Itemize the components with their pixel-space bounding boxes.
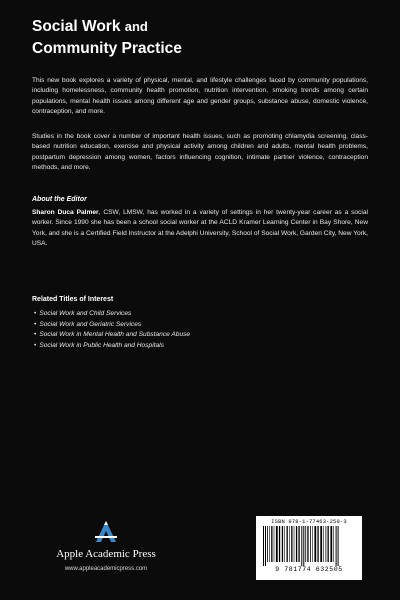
barcode-bar	[323, 526, 324, 562]
editor-bio-text: , CSW, LMSW, has worked in a variety of settings in her twenty-year career as a social worker. Since 1990 she has been a school social worker at the ACLD Kramer Learning Center in Bay Shore, New York, and she is a Certified Field Instructor at the Adelphi University, School of Social Work, Garden City, New York, USA.	[32, 209, 368, 247]
related-title-item: • Social Work in Mental Health and Substance Abuse	[34, 330, 190, 341]
barcode-bar	[289, 526, 290, 562]
description-paragraph-1: This new book explores a variety of physical, mental, and lifestyle challenges faced by community populations, including homelessness, community health promotion, nutrition intervention, smoking trends among certain populations, mental health issues among different age and gender groups, substance abuse, domestic violence, contraception, and more.	[32, 77, 368, 115]
barcode-bars-icon	[261, 526, 357, 566]
barcode-bar	[298, 526, 299, 562]
apple-academic-press-logo-icon	[92, 520, 120, 544]
barcode-bar	[282, 526, 283, 562]
book-title	[32, 16, 372, 60]
related-titles-list	[34, 309, 190, 351]
barcode-bar	[310, 526, 311, 562]
editor-bio	[32, 208, 368, 249]
barcode-bar	[336, 526, 337, 566]
barcode-bar	[263, 526, 264, 566]
editor-name: Sharon Duca Palmer	[32, 209, 99, 216]
publisher-name: Apple Academic Press	[56, 548, 156, 560]
barcode-bar	[301, 526, 302, 566]
barcode-bar	[330, 526, 332, 562]
title-line1: Social Work	[32, 18, 121, 35]
barcode-bar	[279, 526, 280, 562]
barcode-bar	[296, 526, 297, 562]
barcode-digits: 9 781774 632505	[275, 566, 343, 573]
publisher-url: www.appleacademicpress.com	[64, 566, 148, 572]
barcode-bar	[317, 526, 318, 562]
barcode-bar	[307, 526, 308, 562]
barcode-bar	[303, 526, 304, 566]
related-titles-heading: Related Titles of Interest	[32, 296, 114, 303]
barcode-bar	[326, 526, 327, 562]
barcode-bar	[320, 526, 322, 562]
related-title-item: • Social Work and Child Services	[34, 309, 190, 320]
barcode-bar	[294, 526, 295, 562]
about-editor-heading: About the Editor	[32, 196, 87, 203]
barcode-bar	[338, 526, 339, 566]
description-paragraph-2: Studies in the book cover a number of important health issues, such as promoting chlamydia screening, class-based nutrition education, exercise and physical activity among children and adults, mental health problems, postpartum depression among women, factors influencing cognition, intimate partner violence, contraception methods, and more.	[32, 133, 368, 171]
title-and: and	[124, 19, 148, 34]
barcode-bar	[314, 526, 316, 562]
barcode-bar	[265, 526, 266, 566]
related-title-item: • Social Work in Public Health and Hospitals	[34, 341, 190, 352]
barcode-bar	[276, 526, 278, 562]
barcode-bar	[269, 526, 270, 562]
barcode-bar	[287, 526, 288, 562]
barcode-bar	[333, 526, 334, 562]
isbn-label: ISBN 978-1-77463-250-3	[271, 519, 347, 525]
barcode-bar	[271, 526, 272, 562]
publisher-block	[36, 520, 176, 572]
barcode-bar	[291, 526, 292, 562]
barcode-bar	[312, 526, 313, 562]
isbn-barcode	[256, 516, 362, 580]
barcode-bar	[328, 526, 329, 562]
barcode-bar	[274, 526, 275, 562]
barcode-bar	[267, 526, 268, 562]
title-line2: Community Practice	[32, 40, 182, 57]
barcode-bar	[305, 526, 306, 562]
barcode-bar	[284, 526, 285, 562]
related-title-item: • Social Work and Geriatric Services	[34, 320, 190, 331]
